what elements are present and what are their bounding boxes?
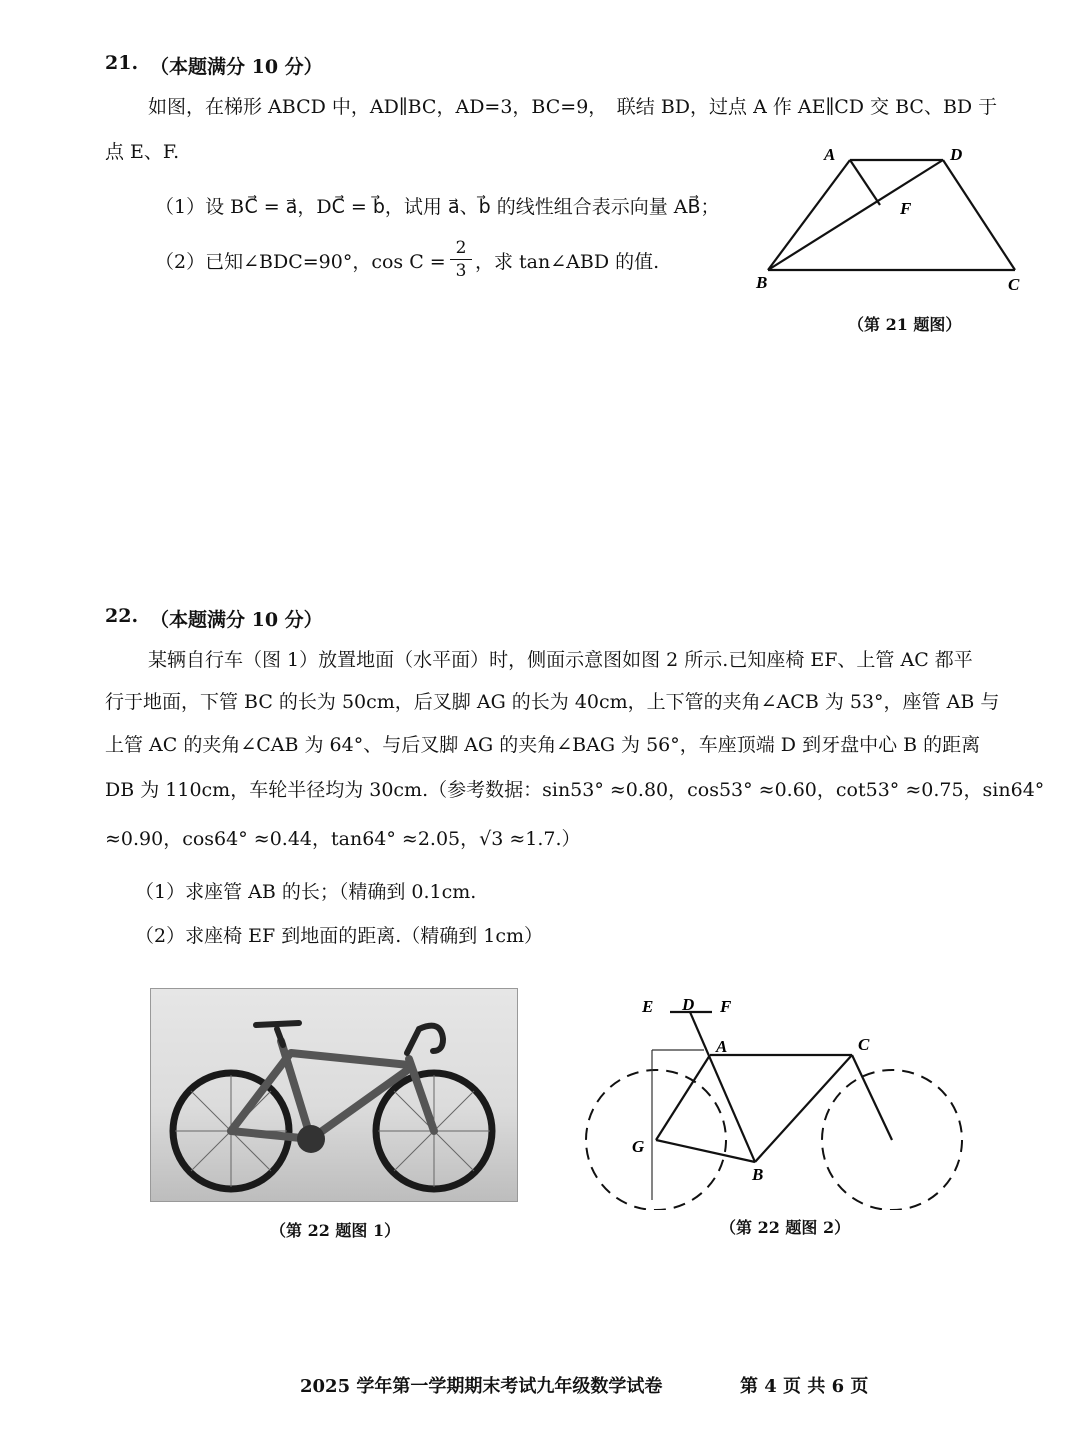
label-e: E [642,997,654,1016]
label-f: F [720,997,732,1016]
q21-fraction-numerator: 2 [455,238,467,258]
saddle [256,1023,299,1025]
q21-part1: （1）设 BC⃗ = a⃗，DC⃗ = b⃗，试用 a⃗、b⃗ 的线性组合表示向量 AB⃗； [155,196,720,218]
segment-ab [768,160,850,270]
q22-line: DB 为 110cm，车轮半径均为 30cm.（参考数据：sin53° ≈0.80，cos53° ≈0.60，cot53° ≈0.75，sin64° [105,779,1045,801]
segment-af [850,160,880,205]
label-b: B [756,273,768,292]
down-tube [311,1069,409,1139]
q21-fraction [450,238,472,281]
label-d: D [950,145,963,164]
top-tube [291,1053,409,1065]
label-d: D [682,995,695,1014]
q21-intro-line1: 如图，在梯形 ABCD 中，AD∥BC，AD=3，BC=9， 联结 BD，过点 A 作 AE∥CD 交 BC、BD 于 [148,96,998,118]
segment-dc [943,160,1015,270]
q21-trapezoid-figure [750,140,1040,300]
label-b: B [752,1165,764,1184]
q22-line: 上管 AC 的夹角∠CAB 为 64°、与后叉脚 AG 的夹角∠BAG 为 56°，车座顶端 D 到牙盘中心 B 的距离 [105,734,981,756]
bicycle-photo [150,988,518,1202]
q22-line: 行于地面，下管 BC 的长为 50cm，后叉脚 AG 的长为 40cm，上下管的夹角∠ACB 为 53°，座管 AB 与 [105,691,1000,713]
fork-line [852,1055,892,1140]
q21-fraction-denominator: 3 [455,261,467,281]
label-a: A [824,145,836,164]
q21-intro-line2: 点 E、F. [105,141,180,163]
q22-score: （本题满分 10 分） [150,609,323,631]
q22-figure2-caption: （第 22 题图 2） [720,1218,851,1237]
q22-part2: （2）求座椅 EF 到地面的距离.（精确到 1cm） [135,925,544,947]
segment-bd [768,160,943,270]
q21-part2-prefix: （2）已知∠BDC=90°，cos C = [155,251,446,273]
seat-stay [231,1055,289,1131]
seat-stay-ag [656,1055,710,1140]
q21-score: （本题满分 10 分） [150,56,323,78]
q22-part1: （1）求座管 AB 的长；（精确到 0.1cm. [135,881,477,903]
q21-part2-suffix: ，求 tan∠ABD 的值. [475,251,660,273]
down-tube-bc [755,1055,852,1162]
seat-tube-db [690,1012,755,1162]
fraction-bar [450,259,472,260]
chainring [297,1125,325,1153]
q22-schematic-figure [580,990,980,1210]
label-c: C [1008,275,1020,294]
exam-title: 2025 学年第一学期期末考试九年级数学试卷 [300,1376,663,1397]
page-number: 第 4 页 共 6 页 [740,1376,869,1397]
label-a: A [716,1037,728,1056]
label-c: C [858,1035,870,1054]
label-g: G [632,1137,645,1156]
q22-line: ≈0.90，cos64° ≈0.44，tan64° ≈2.05，√3 ≈1.7.） [105,828,581,850]
label-f: F [900,199,912,218]
bicycle-drawing [151,989,517,1201]
q22-number: 22. [105,605,139,627]
chain-stay-gb [656,1140,755,1162]
handlebar [407,1026,443,1053]
q22-line: 某辆自行车（图 1）放置地面（水平面）时，侧面示意图如图 2 所示.已知座椅 EF、上管 AC 都平 [148,649,973,671]
q22-figure1-caption: （第 22 题图 1） [270,1221,401,1240]
q21-number: 21. [105,52,139,74]
q21-figure-caption: （第 21 题图） [848,315,962,334]
